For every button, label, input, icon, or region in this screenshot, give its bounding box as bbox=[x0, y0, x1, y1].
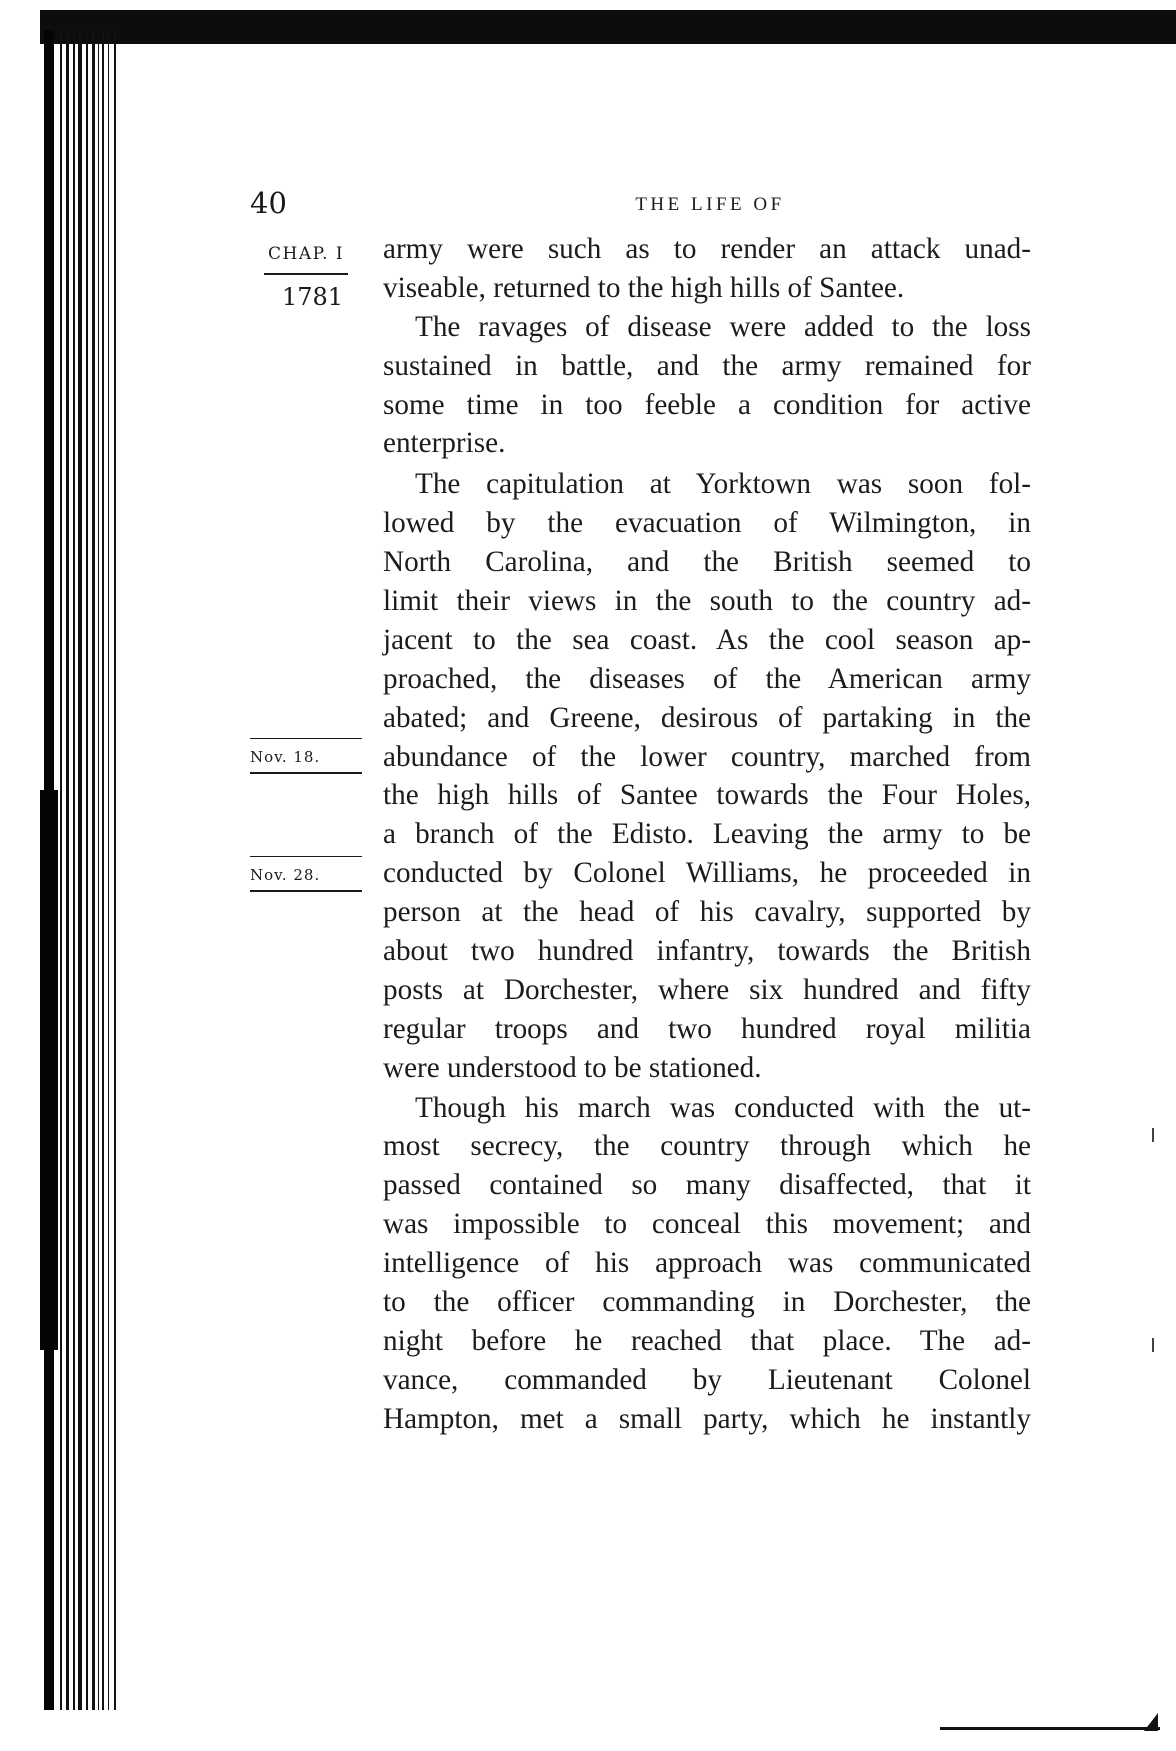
scan-speck bbox=[1152, 1128, 1154, 1142]
text-line: abundance of the lower country, marched from bbox=[383, 740, 1031, 773]
text-line: intelligence of his approach was communicated bbox=[383, 1247, 1031, 1280]
text-line: North Carolina, and the British seemed to bbox=[383, 546, 1031, 579]
paragraph bbox=[383, 308, 1031, 464]
running-title: THE LIFE OF bbox=[635, 194, 785, 215]
text-line: Hampton, met a small party, which he instantly bbox=[383, 1402, 1031, 1435]
margin-rule bbox=[250, 856, 362, 857]
scan-edge-top bbox=[40, 10, 1176, 44]
scan-speck bbox=[1152, 1338, 1154, 1352]
text-line: person at the head of his cavalry, supported by bbox=[383, 896, 1031, 929]
paragraph bbox=[383, 465, 1031, 1087]
margin-date-note: Nov. 28. bbox=[250, 866, 321, 884]
text-line: The capitulation at Yorktown was soon fol- bbox=[415, 468, 1031, 501]
text-line: jacent to the sea coast. As the cool season ap- bbox=[383, 623, 1031, 656]
body-text bbox=[383, 230, 1031, 1439]
text-line: limit their views in the south to the country ad- bbox=[383, 585, 1031, 618]
text-line: conducted by Colonel Williams, he proceeded in bbox=[383, 857, 1031, 890]
margin-rule bbox=[264, 273, 348, 275]
paragraph bbox=[383, 230, 1031, 308]
margin-date-note: Nov. 18. bbox=[250, 748, 321, 766]
text-line: abated; and Greene, desirous of partaking in the bbox=[383, 701, 1031, 734]
margin-rule bbox=[250, 772, 362, 774]
text-line: viseable, returned to the high hills of Santee. bbox=[383, 271, 905, 304]
text-line: to the officer commanding in Dorchester, the bbox=[383, 1286, 1031, 1319]
book-spine-shadow bbox=[40, 30, 120, 1710]
scan-edge-bottom bbox=[940, 1727, 1160, 1730]
page-number: 40 bbox=[250, 186, 287, 220]
text-line: passed contained so many disaffected, that it bbox=[383, 1169, 1031, 1202]
margin-year: 1781 bbox=[282, 283, 344, 311]
text-line: army were such as to render an attack unad- bbox=[383, 233, 1031, 265]
margin-rule bbox=[250, 890, 362, 892]
scan-edge-corner bbox=[1144, 1713, 1158, 1731]
text-line: a branch of the Edisto. Leaving the army to be bbox=[383, 818, 1031, 851]
text-line: posts at Dorchester, where six hundred and fifty bbox=[383, 973, 1031, 1006]
text-line: lowed by the evacuation of Wilmington, in bbox=[383, 507, 1031, 540]
text-line: about two hundred infantry, towards the British bbox=[383, 935, 1031, 968]
text-line: sustained in battle, and the army remained for bbox=[383, 349, 1031, 382]
text-line: proached, the diseases of the American army bbox=[383, 662, 1031, 695]
text-line: The ravages of disease were added to the loss bbox=[415, 310, 1031, 343]
text-line: the high hills of Santee towards the Four Holes, bbox=[383, 779, 1031, 812]
text-line: enterprise. bbox=[383, 427, 506, 460]
text-line: vance, commanded by Lieutenant Colonel bbox=[383, 1363, 1031, 1396]
text-line: most secrecy, the country through which he bbox=[383, 1130, 1031, 1163]
text-line: some time in too feeble a condition for active bbox=[383, 388, 1031, 421]
text-line: Though his march was conducted with the ut- bbox=[415, 1091, 1031, 1124]
paragraph bbox=[383, 1089, 1031, 1439]
margin-rule bbox=[250, 738, 362, 739]
text-line: were understood to be stationed. bbox=[383, 1051, 762, 1084]
text-line: night before he reached that place. The ad- bbox=[383, 1324, 1031, 1357]
text-line: was impossible to conceal this movement; and bbox=[383, 1208, 1031, 1241]
margin-chapter-label: CHAP. I bbox=[268, 244, 345, 264]
text-line: regular troops and two hundred royal militia bbox=[383, 1012, 1031, 1045]
